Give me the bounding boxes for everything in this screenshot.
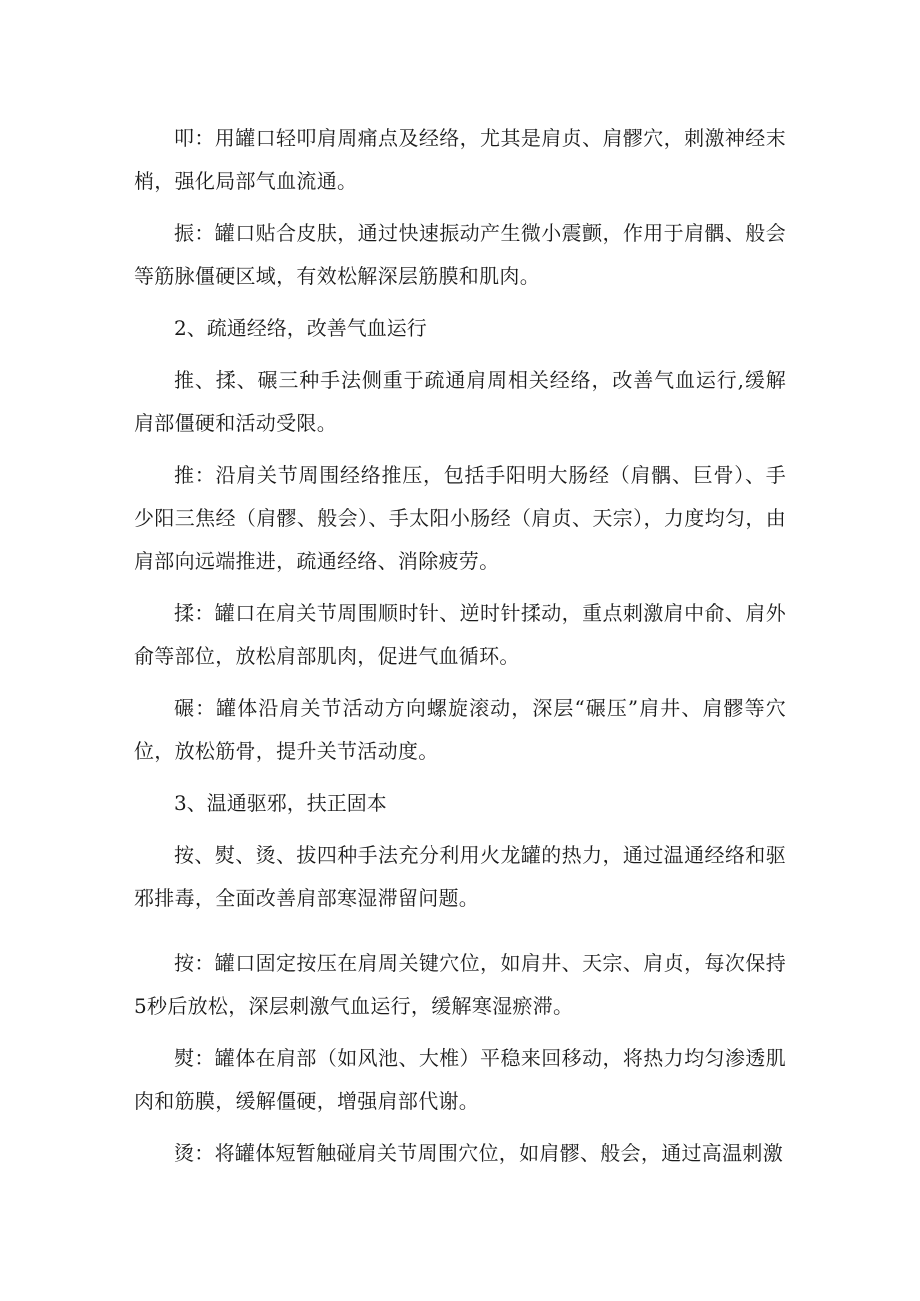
paragraph-tang: 烫：将罐体短暂触碰肩关节周围穴位，如肩髎、般会，通过高温刺激 (174, 1141, 783, 1165)
section-heading-3: 3、温通驱邪，扶正固本 (174, 791, 387, 815)
paragraph-nian: 碾：罐体沿肩关节活动方向螺旋滚动，深层“碾压”肩井、肩髎等穴位，放松筋骨，提升关节活动度。 (134, 696, 786, 763)
document-body (134, 117, 786, 1184)
paragraph-an-yun-tang-ba-intro: 按、熨、烫、拔四种手法充分利用火龙罐的热力，通过温通经络和驱邪排毒，全面改善肩部寒湿滞留问题。 (134, 843, 786, 910)
section-heading-2: 2、疏通经络，改善气血运行 (174, 316, 427, 340)
paragraph-rou: 揉：罐口在肩关节周围顺时针、逆时针揉动，重点刺激肩中俞、肩外俞等部位，放松肩部肌肉，促进气血循环。 (134, 601, 786, 668)
paragraph-kou: 叩：用罐口轻叩肩周痛点及经络，尤其是肩贞、肩髎穴，刺激神经末梢，强化局部气血流通。 (134, 126, 786, 193)
paragraph-zhen: 振：罐口贴合皮肤，通过快速振动产生微小震颤，作用于肩髃、般会等筋脉僵硬区域，有效松解深层筋膜和肌肉。 (134, 221, 786, 288)
paragraph-an: 按：罐口固定按压在肩周关键穴位，如肩井、天宗、肩贞，每次保持5秒后放松，深层刺激气血运行，缓解寒湿瘀滞。 (134, 951, 786, 1018)
paragraph-tui: 推：沿肩关节周围经络推压，包括手阳明大肠经（肩髃、巨骨）、手少阳三焦经（肩髎、般会）、手太阳小肠经（肩贞、天宗），力度均匀，由肩部向远端推进，疏通经络、消除疲劳。 (134, 463, 786, 573)
paragraph-yun: 熨：罐体在肩部（如风池、大椎）平稳来回移动，将热力均匀渗透肌肉和筋膜，缓解僵硬，增强肩部代谢。 (134, 1046, 786, 1113)
paragraph-tui-rou-nian-intro: 推、揉、碾三种手法侧重于疏通肩周相关经络，改善气血运行,缓解肩部僵硬和活动受限。 (134, 368, 786, 435)
